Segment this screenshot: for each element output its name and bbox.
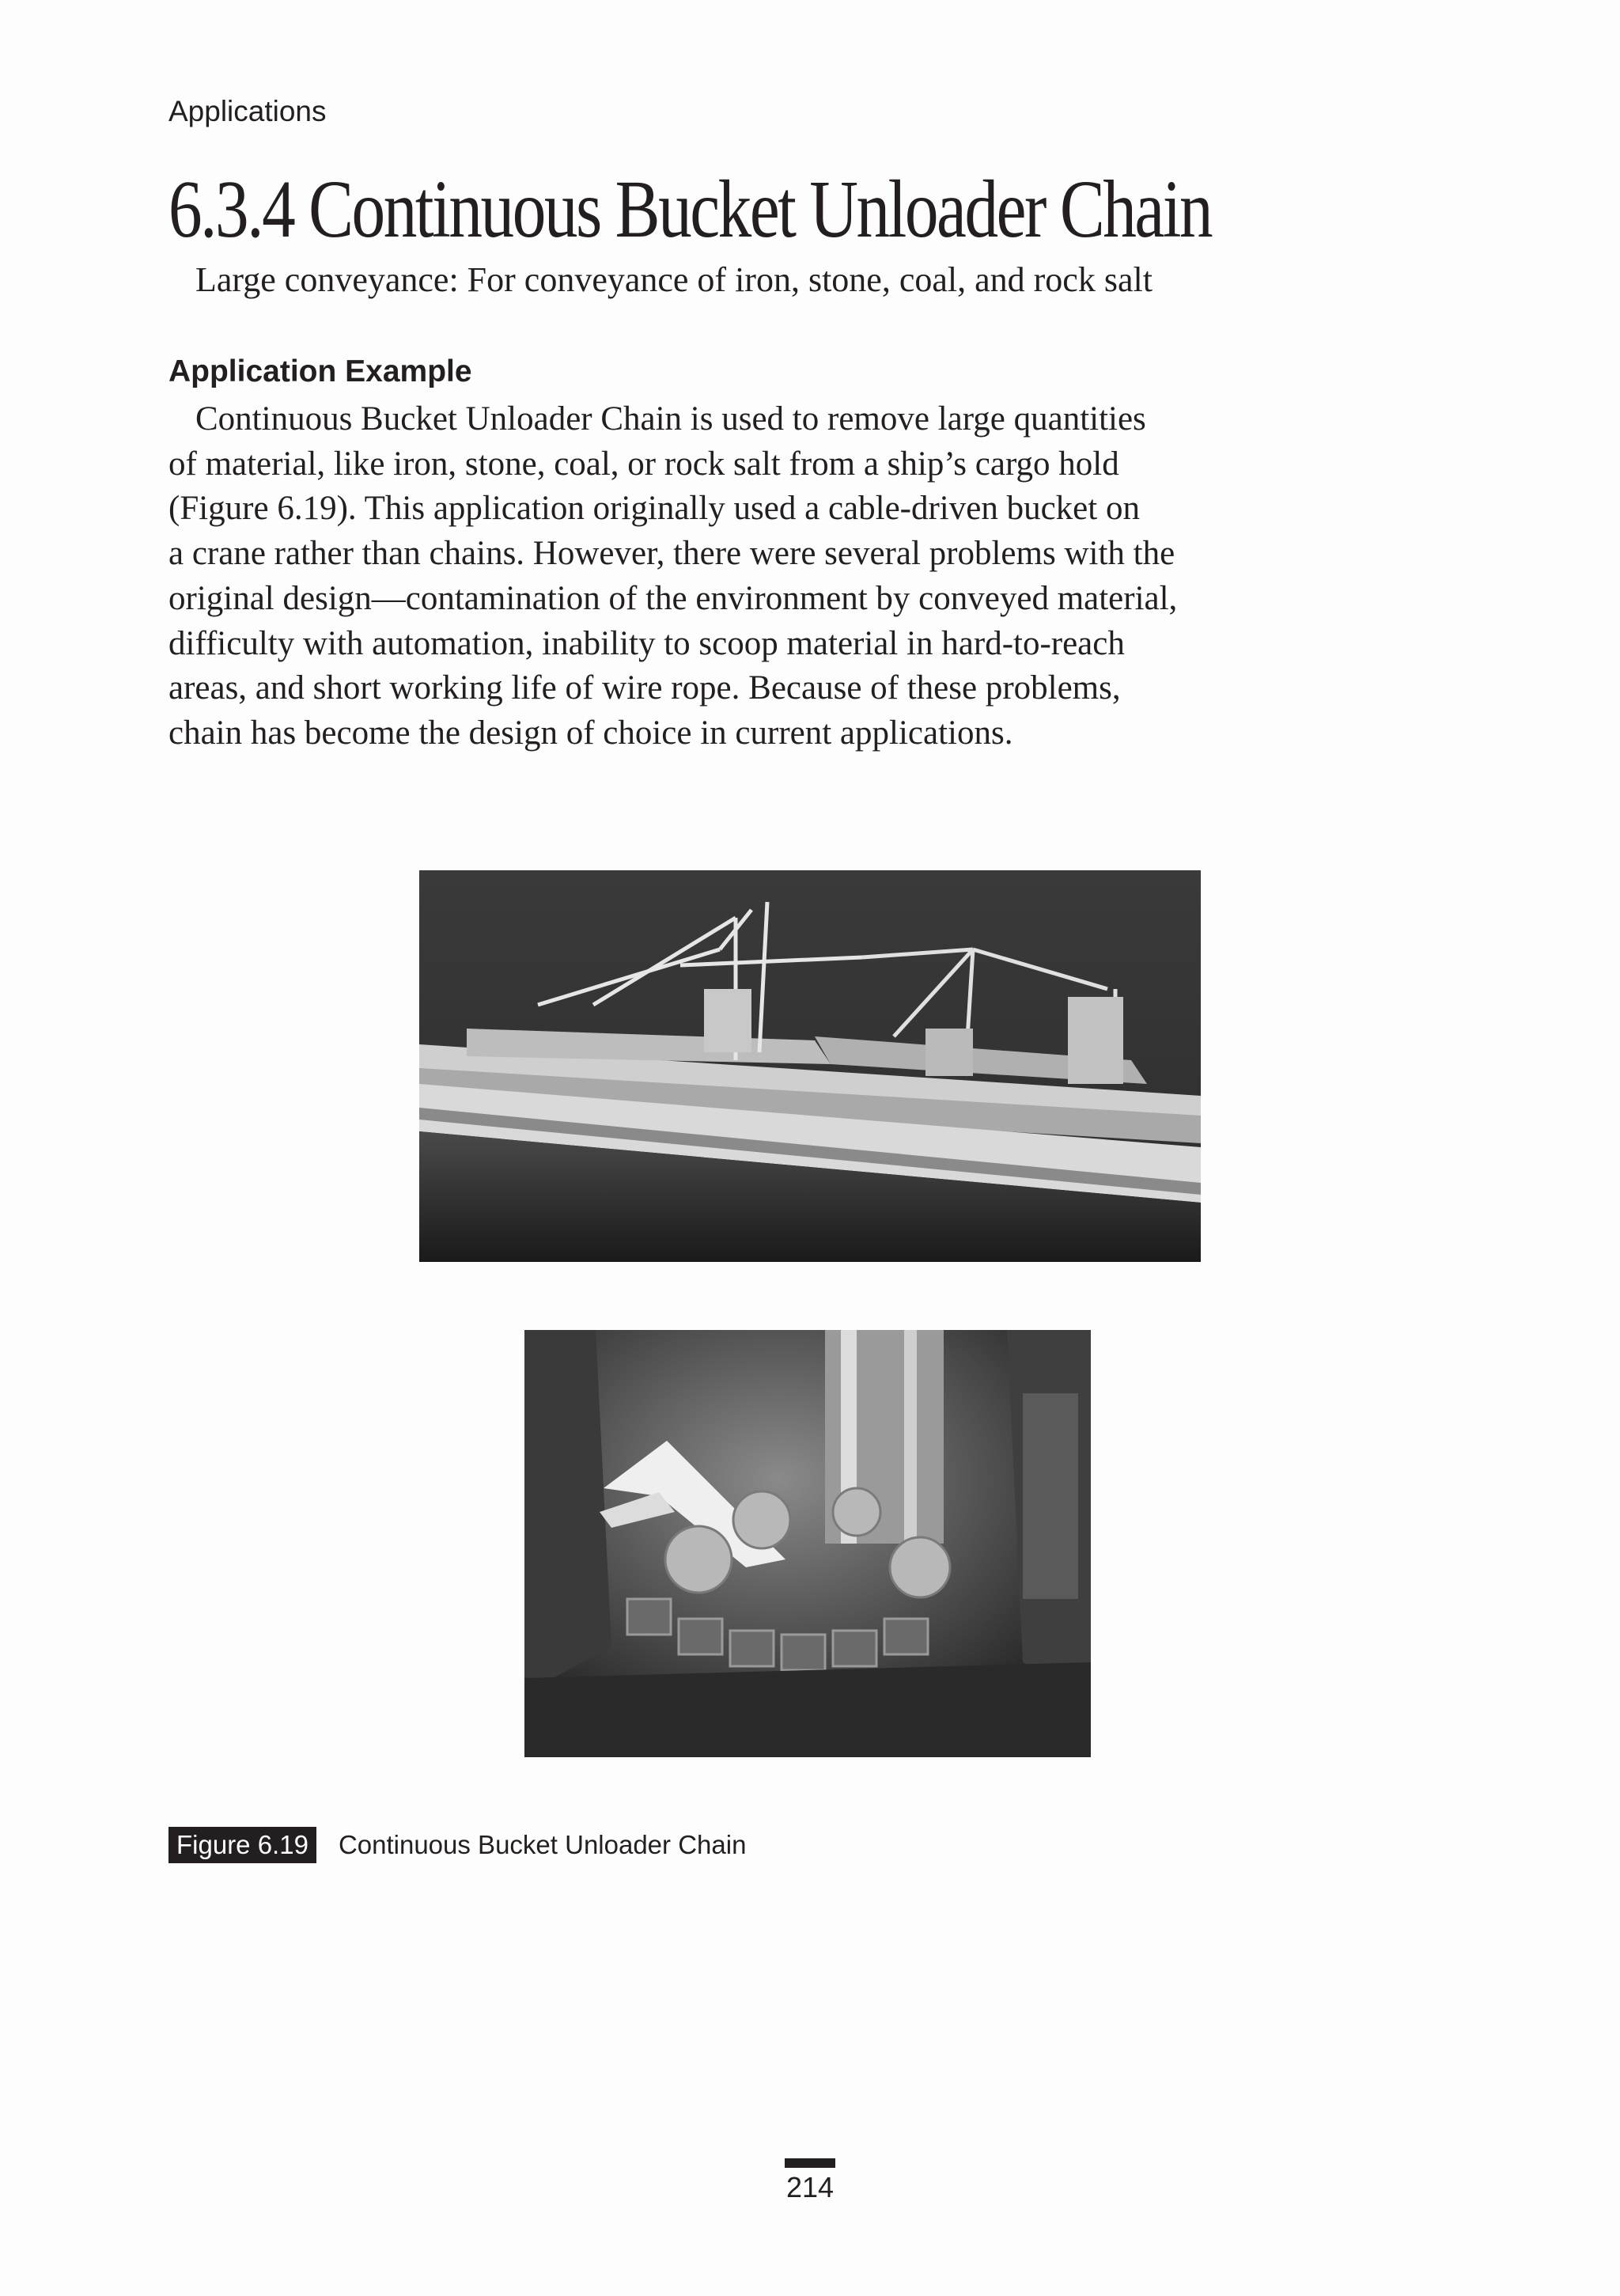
running-header: Applications <box>168 95 327 127</box>
body-line: original design—contamination of the environment by conveyed material, <box>168 579 1178 617</box>
body-line: Continuous Bucket Unloader Chain is used to remove large quantities <box>195 400 1146 438</box>
figure-caption <box>168 1827 746 1863</box>
body-paragraph <box>168 397 1387 756</box>
figure-caption-text: Continuous Bucket Unloader Chain <box>338 1830 747 1859</box>
body-line: (Figure 6.19). This application originally used a cable-driven bucket on <box>168 490 1140 528</box>
body-line: a crane rather than chains. However, there were several problems with the <box>168 535 1175 573</box>
section-subtitle: Large conveyance: For conveyance of iron, stone, coal, and rock salt <box>195 260 1153 299</box>
body-line: areas, and short working life of wire rope. Because of these problems, <box>168 669 1121 707</box>
body-line: difficulty with automation, inability to scoop material in hard-to-reach <box>168 624 1125 662</box>
application-example-heading: Application Example <box>168 354 472 388</box>
ship-unloader-photo <box>419 870 1201 1262</box>
page-number-bar <box>785 2158 835 2168</box>
figure-label: Figure 6.19 <box>168 1827 316 1863</box>
bucket-chain-photo <box>524 1330 1091 1757</box>
body-line: chain has become the design of choice in current applications. <box>168 714 1013 752</box>
body-line: of material, like iron, stone, coal, or rock salt from a ship’s cargo hold <box>168 445 1119 483</box>
page-number: 214 <box>785 2171 835 2203</box>
section-title: 6.3.4 Continuous Bucket Unloader Chain <box>168 164 1212 255</box>
